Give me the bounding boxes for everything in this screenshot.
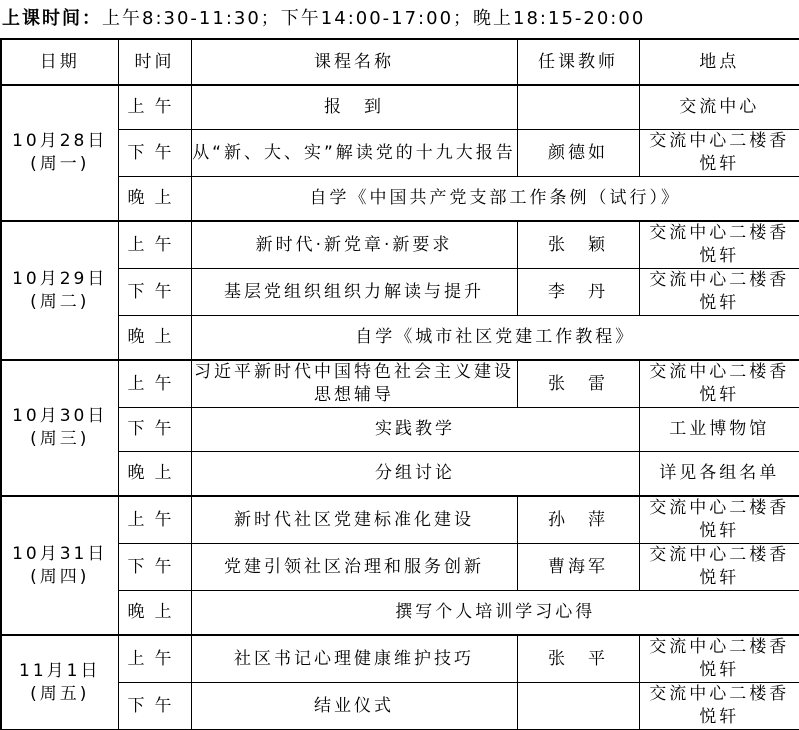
course-cell [191, 683, 517, 730]
time-cell: 上午 [118, 221, 191, 269]
location-line: 交流中心 [649, 223, 730, 243]
table-row [1, 452, 799, 497]
location-line: 交流中心 [649, 498, 730, 518]
table-row [1, 85, 799, 130]
course-cell: 实践教学 [191, 408, 639, 452]
time-cell: 晚上 [118, 452, 191, 497]
location-cell [639, 544, 799, 591]
column-header-date: 日期 [1, 39, 118, 85]
teacher-cell: 李 丹 [517, 269, 639, 316]
table-row [1, 544, 799, 591]
self-study-cell: 自学《中国共产党支部工作条例（试行）》 [191, 177, 799, 222]
course-line: 党建引领社区治理和服务创新 [224, 556, 484, 577]
date-cell [1, 635, 118, 730]
course-cell [191, 85, 517, 130]
location-line: 交流中心 [649, 131, 730, 151]
time-cell: 上午 [118, 85, 191, 130]
course-line: 新时代·新党章·新要求 [255, 234, 453, 255]
weekday-text: (周三) [30, 429, 90, 449]
course-cell [191, 269, 517, 316]
date-text: 11月1日 [19, 660, 101, 681]
location-line: 二楼香悦轩 [699, 545, 790, 588]
date-cell [1, 496, 118, 635]
time-cell: 晚上 [118, 316, 191, 361]
location-cell [639, 496, 799, 544]
teacher-cell: 张 雷 [517, 360, 639, 408]
course-line: 习近平新时代中国特色 [194, 362, 394, 382]
location-line: 二楼香悦轩 [699, 637, 790, 680]
time-cell: 下午 [118, 130, 191, 177]
self-study-cell: 撰写个人培训学习心得 [191, 591, 799, 636]
location-cell [639, 130, 799, 177]
course-line: 社区书记心理健康维护技巧 [234, 648, 474, 669]
teacher-cell [517, 85, 639, 130]
header-schedule: 上午8:30-11:30；下午14:00-17:00；晚上18:15-20:00 [102, 8, 646, 29]
location-line: 二楼香悦轩 [699, 498, 790, 541]
location-cell [639, 683, 799, 730]
teacher-cell: 颜德如 [517, 130, 639, 177]
weekday-text: (周一) [30, 154, 90, 174]
teacher-cell: 孙 萍 [517, 496, 639, 544]
location-cell [639, 221, 799, 269]
course-cell: 分组讨论 [191, 452, 639, 497]
course-line: 新时代社区党建标准化建设 [234, 509, 474, 530]
course-cell [191, 130, 517, 177]
time-cell: 下午 [118, 544, 191, 591]
course-line: 报 到 [324, 97, 384, 117]
time-cell: 上午 [118, 496, 191, 544]
self-study-cell: 自学《城市社区党建工作教程》 [191, 316, 799, 361]
schedule-header [0, 0, 799, 38]
location-cell [639, 85, 799, 130]
column-header-course: 课程名称 [191, 39, 517, 85]
date-cell [1, 360, 118, 496]
table-row [1, 408, 799, 452]
time-cell: 上午 [118, 635, 191, 683]
date-cell [1, 221, 118, 360]
table-row [1, 360, 799, 408]
date-cell [1, 85, 118, 221]
location-line: 二楼香悦轩 [699, 270, 790, 313]
location-line: 详见各组名单 [659, 463, 780, 483]
location-line: 二楼香悦轩 [699, 362, 790, 405]
course-line: 社会主义建设思想辅导 [314, 362, 514, 405]
course-cell [191, 635, 517, 683]
weekday-text: (周五) [30, 683, 90, 704]
table-row [1, 683, 799, 730]
time-cell: 下午 [118, 683, 191, 730]
course-cell [191, 221, 517, 269]
location-cell [639, 635, 799, 683]
course-cell [191, 360, 517, 408]
course-cell [191, 496, 517, 544]
location-line: 交流中心 [649, 684, 730, 704]
teacher-cell [517, 683, 639, 730]
location-cell [639, 408, 799, 452]
time-cell: 下午 [118, 269, 191, 316]
teacher-cell: 曹海军 [517, 544, 639, 591]
time-cell: 上午 [118, 360, 191, 408]
header-label: 上课时间： [2, 8, 102, 29]
table-row [1, 269, 799, 316]
location-cell [639, 269, 799, 316]
location-line: 二楼香悦轩 [699, 131, 790, 174]
date-text: 10月31日 [12, 543, 108, 564]
course-line: 党的十九大报告 [375, 142, 516, 163]
table-header-row [1, 39, 799, 85]
course-schedule-table [0, 38, 799, 730]
location-line: 交流中心 [649, 270, 730, 290]
location-line: 交流中心 [649, 637, 730, 657]
table-row [1, 316, 799, 361]
table-row [1, 635, 799, 683]
location-line: 交流中心 [649, 362, 730, 382]
location-cell [639, 452, 799, 497]
time-cell: 下午 [118, 408, 191, 452]
course-line: 基层党组织组织力解读与提升 [224, 281, 484, 302]
column-header-teacher: 任课教师 [517, 39, 639, 85]
date-text: 10月29日 [12, 268, 108, 289]
table-row [1, 130, 799, 177]
location-line: 交流中心 [649, 545, 730, 565]
course-cell [191, 544, 517, 591]
time-cell: 晚上 [118, 177, 191, 222]
table-row [1, 177, 799, 222]
column-header-time: 时间 [118, 39, 191, 85]
location-line: 二楼香悦轩 [699, 684, 790, 727]
location-line: 二楼香悦轩 [699, 223, 790, 266]
table-row [1, 496, 799, 544]
table-row [1, 221, 799, 269]
location-cell [639, 360, 799, 408]
date-text: 10月28日 [12, 131, 108, 151]
table-row [1, 591, 799, 636]
location-line: 交流中心 [679, 97, 760, 117]
course-line: 从“新、大、实”解读 [192, 142, 376, 163]
column-header-location: 地点 [639, 39, 799, 85]
location-line: 工业博物馆 [669, 419, 770, 439]
teacher-cell: 张 颖 [517, 221, 639, 269]
date-text: 10月30日 [12, 406, 108, 426]
weekday-text: (周二) [30, 291, 90, 312]
time-cell: 晚上 [118, 591, 191, 636]
teacher-cell: 张 平 [517, 635, 639, 683]
weekday-text: (周四) [30, 566, 90, 587]
course-line: 结业仪式 [314, 695, 394, 716]
